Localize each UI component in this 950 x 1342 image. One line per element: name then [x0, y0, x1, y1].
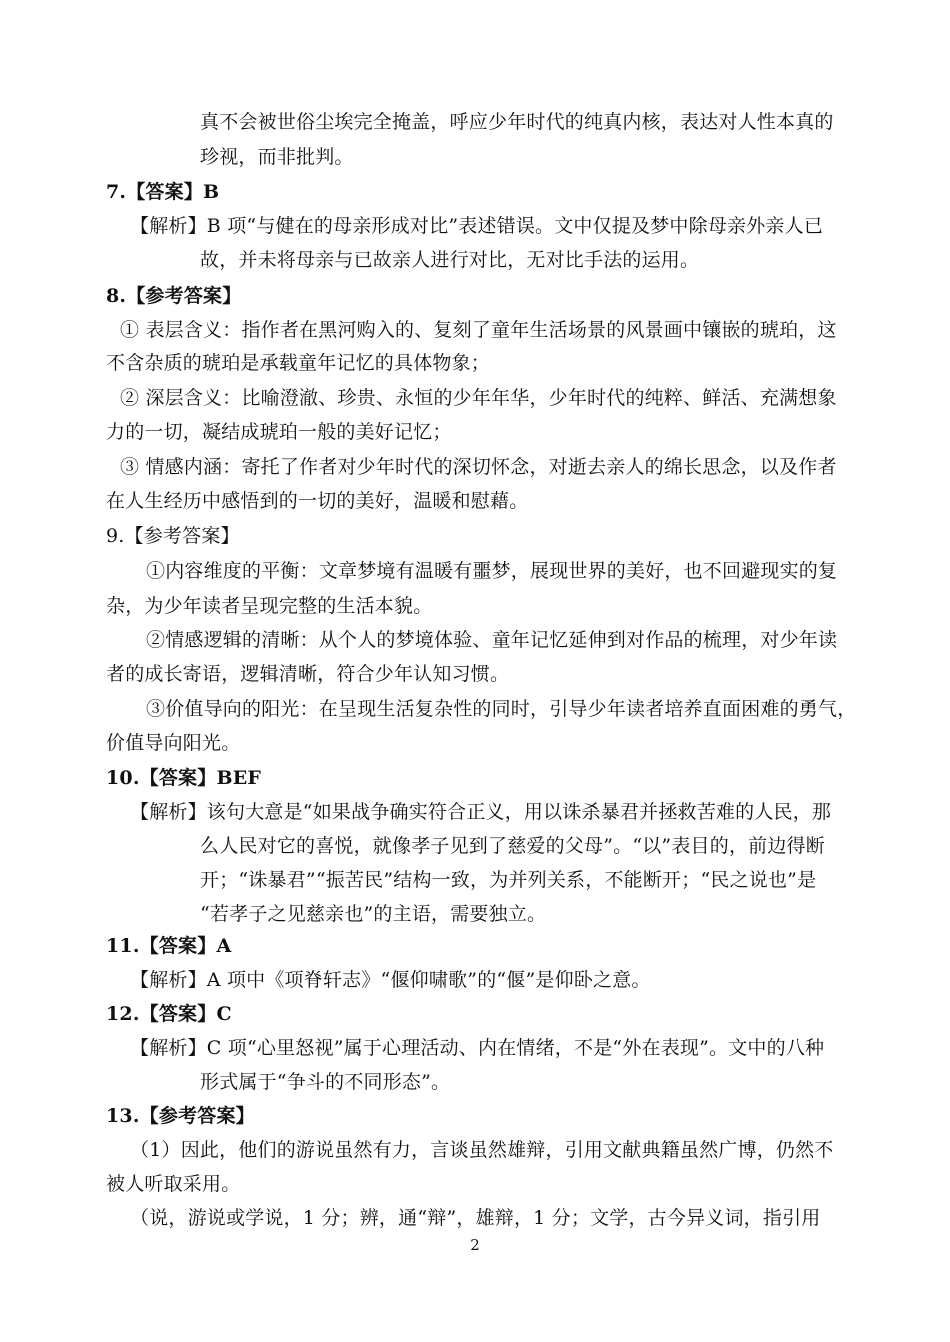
- question-9-point-3-line-1: ③价值导向的阳光：在呈现生活复杂性的同时，引导少年读者培养直面困难的勇气，: [146, 698, 857, 720]
- question-13-note-line-1: （说，游说或学说，1 分；辨，通“辩”，雄辩，1 分；文学，古今异义词，指引用: [130, 1207, 821, 1229]
- question-9-heading: 9.【参考答案】: [106, 525, 240, 547]
- question-9-point-2-line-1: ②情感逻辑的清晰：从个人的梦境体验、童年记忆延伸到对作品的梳理，对少年读: [146, 629, 838, 651]
- question-12-heading: 12.【答案】C: [106, 1003, 232, 1025]
- question-9-point-1-line-1: ①内容维度的平衡：文章梦境有温暖有噩梦，展现世界的美好，也不回避现实的复: [146, 560, 838, 582]
- question-7-analysis-line-1: 【解析】B 项“与健在的母亲形成对比”表述错误。文中仅提及梦中除母亲外亲人已: [130, 215, 824, 237]
- question-10-heading: 10.【答案】BEF: [106, 767, 262, 789]
- question-9-point-2-line-2: 者的成长寄语，逻辑清晰，符合少年认知习惯。: [106, 663, 510, 685]
- question-10-analysis-line-3: 开；“诛暴君”“振苦民”结构一致，为并列关系，不能断开；“民之说也”是: [200, 869, 817, 891]
- question-8-point-3-line-2: 在人生经历中感悟到的一切的美好，温暖和慰藉。: [106, 490, 529, 512]
- question-8-point-3-line-1: ③ 情感内涵：寄托了作者对少年时代的深切怀念，对逝去亲人的绵长思念，以及作者: [120, 456, 837, 478]
- question-11-heading: 11.【答案】A: [106, 935, 232, 957]
- question-8-point-2-line-1: ② 深层含义：比喻澄澈、珍贵、永恒的少年年华，少年时代的纯粹、鲜活、充满想象: [120, 387, 837, 409]
- question-12-analysis-line-1: 【解析】C 项“心里怒视”属于心理活动、内在情绪，不是“外在表现”。文中的八种: [130, 1037, 825, 1059]
- answer-6-continuation-line-1: 真不会被世俗尘埃完全掩盖，呼应少年时代的纯真内核，表达对人性本真的: [200, 111, 834, 133]
- question-7-analysis-line-2: 故，并未将母亲与已故亲人进行对比，无对比手法的运用。: [200, 249, 700, 271]
- question-8-point-2-line-2: 力的一切，凝结成琥珀一般的美好记忆；: [106, 421, 452, 443]
- question-8-heading: 8.【参考答案】: [106, 285, 242, 307]
- question-11-analysis-line-1: 【解析】A 项中《项脊轩志》“偃仰啸歌”的“偃”是仰卧之意。: [130, 969, 651, 991]
- question-13-answer-1-line-1: （1）因此，他们的游说虽然有力，言谈虽然雄辩，引用文献典籍虽然广博，仍然不: [130, 1139, 834, 1161]
- question-10-analysis-line-1: 【解析】该句大意是“如果战争确实符合正义，用以诛杀暴君并拯救苦难的人民，那: [130, 801, 832, 823]
- question-12-analysis-line-2: 形式属于“争斗的不同形态”。: [200, 1071, 451, 1093]
- question-8-point-1-line-2: 不含杂质的琥珀是承载童年记忆的具体物象；: [106, 352, 491, 374]
- question-13-heading: 13.【参考答案】: [106, 1105, 255, 1127]
- question-9-point-1-line-2: 杂，为少年读者呈现完整的生活本貌。: [106, 595, 433, 617]
- question-7-heading: 7.【答案】B: [106, 181, 220, 203]
- question-10-analysis-line-2: 么人民对它的喜悦，就像孝子见到了慈爱的父母”。“以”表目的，前边得断: [200, 835, 825, 857]
- question-13-answer-1-line-2: 被人听取采用。: [106, 1173, 241, 1195]
- question-10-analysis-line-4: “若孝子之见慈亲也”的主语，需要独立。: [200, 903, 547, 925]
- answer-6-continuation-line-2: 珍视，而非批判。: [200, 146, 354, 168]
- question-8-point-1-line-1: ① 表层含义：指作者在黑河购入的、复刻了童年生活场景的风景画中镶嵌的琥珀，这: [120, 319, 837, 341]
- page-number: 2: [470, 1236, 480, 1254]
- question-9-point-3-line-2: 价值导向阳光。: [106, 732, 241, 754]
